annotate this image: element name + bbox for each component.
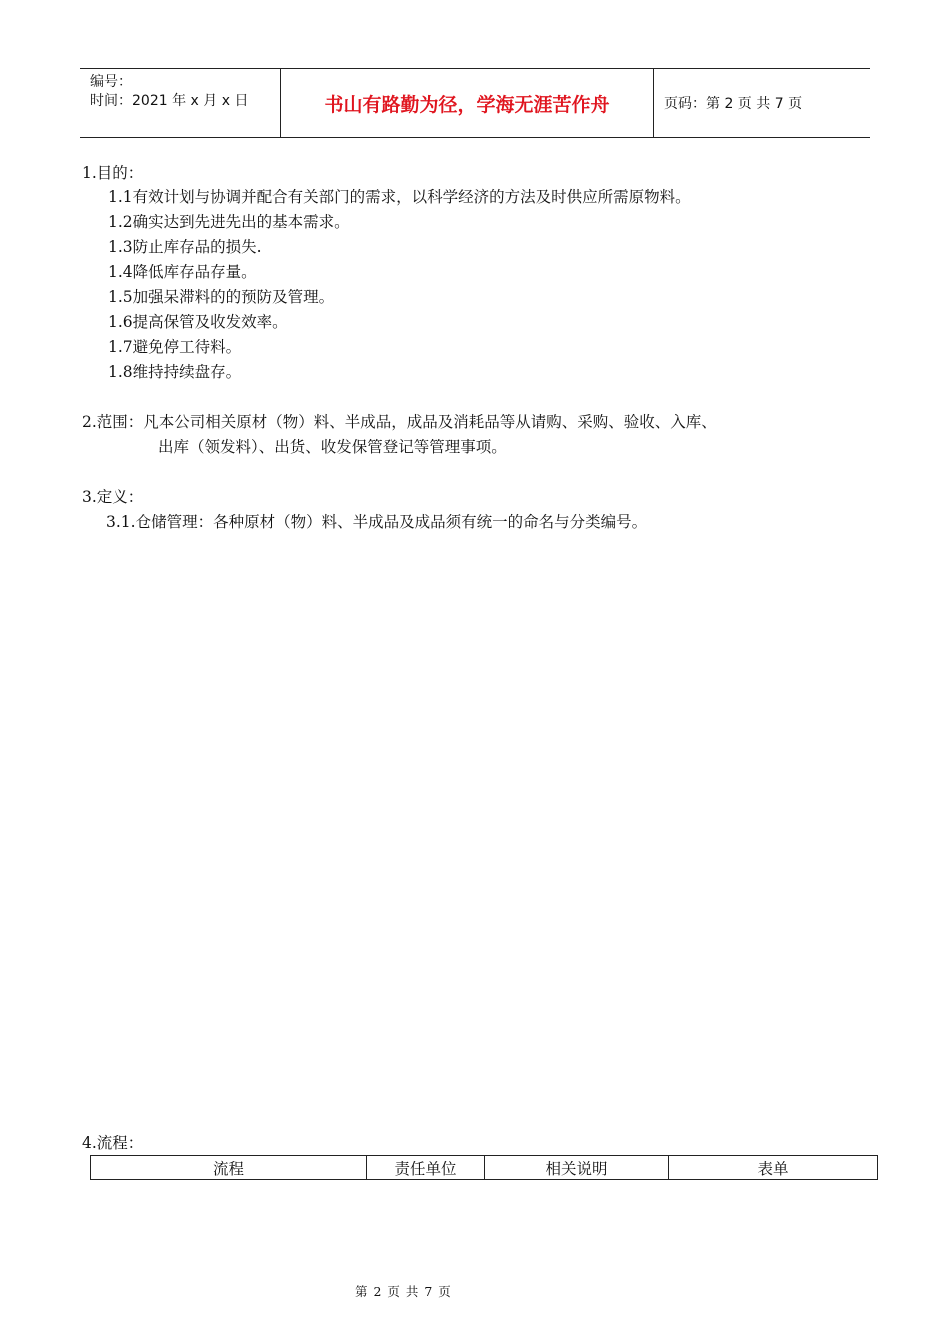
header-page-info: 页码：第 2 页 共 7 页: [664, 96, 803, 112]
header-motto-cell: [281, 69, 654, 137]
section-2-line-1: 2.范围：凡本公司相关原材（物）料、半成品，成品及消耗品等从请购、采购、验收、入库、: [82, 413, 717, 431]
section-1-item-3: 1.3防止库存品的损失.: [108, 238, 262, 256]
section-1-item-7: 1.7避免停工待料。: [108, 338, 242, 356]
flow-table-header-process: 流程: [91, 1156, 367, 1179]
document-date: 时间：2021 年 x 月 x 日: [90, 93, 249, 109]
section-1-item-2: 1.2确实达到先进先出的基本需求。: [108, 213, 350, 231]
header-page-info-cell: [654, 69, 870, 137]
section-2-line-2: 出库（领发料）、出货、收发保管登记等管理事项。: [158, 438, 507, 456]
flow-table-header-row: [90, 1155, 878, 1180]
section-1-item-1: 1.1有效计划与协调并配合有关部门的需求，以科学经济的方法及时供应所需原物料。: [108, 188, 691, 206]
document-header: [80, 68, 870, 138]
flow-table-header-description: 相关说明: [485, 1156, 669, 1179]
section-1-item-5: 1.5加强呆滞料的的预防及管理。: [108, 288, 335, 306]
page-footer: 第 2 页 共 7 页: [355, 1284, 452, 1299]
section-3-title: 3.定义：: [82, 488, 144, 506]
flow-table-header-responsible-unit: 责任单位: [367, 1156, 485, 1179]
section-3-item-1: 3.1.仓储管理：各种原材（物）料、半成品及成品须有统一的命名与分类编号。: [106, 513, 648, 531]
section-1-title: 1.目的：: [82, 164, 144, 182]
flow-table-header-form: 表单: [757, 1159, 789, 1178]
header-meta: [80, 69, 281, 137]
header-motto: 书山有路勤为径，学海无涯苦作舟: [324, 93, 610, 116]
section-4-title: 4.流程：: [82, 1134, 144, 1152]
section-1-item-4: 1.4降低库存品存量。: [108, 263, 257, 281]
section-1-item-6: 1.6提高保管及收发效率。: [108, 313, 288, 331]
document-number-label: 编号：: [90, 74, 132, 90]
section-1-item-8: 1.8维持持续盘存。: [108, 363, 242, 381]
